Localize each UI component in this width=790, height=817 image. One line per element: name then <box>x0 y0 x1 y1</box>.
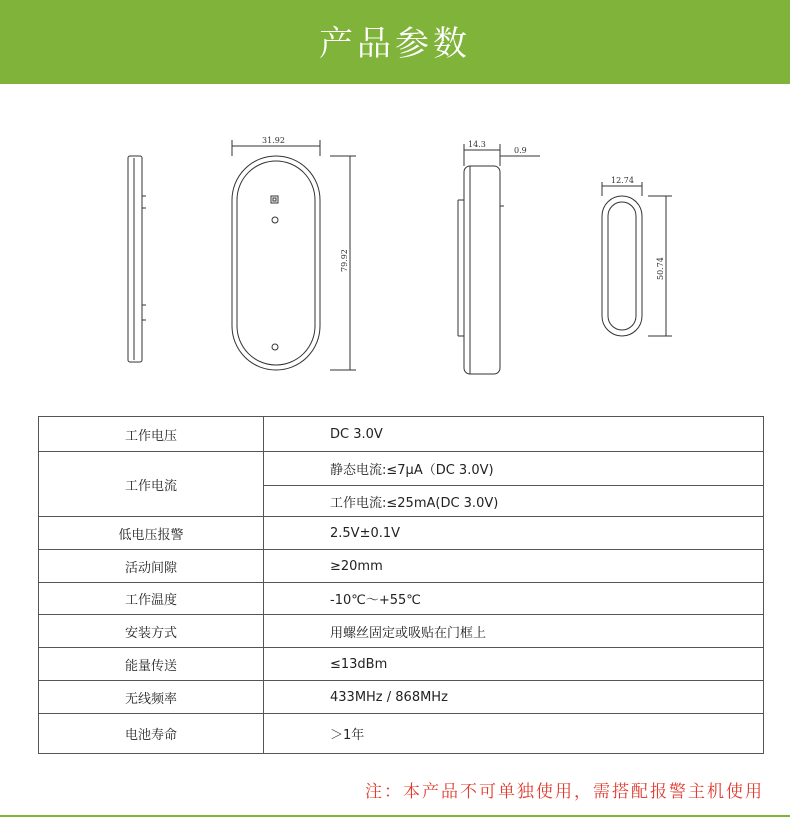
table-row <box>39 681 764 714</box>
spec-value: DC 3.0V <box>264 417 764 452</box>
spec-label: 活动间隙 <box>39 550 264 583</box>
table-row <box>39 517 764 550</box>
spec-value: ≤13dBm <box>264 648 764 681</box>
dim-front-width: 31.92 <box>262 136 285 145</box>
spec-label: 无线频率 <box>39 681 264 714</box>
spec-label: 工作电流 <box>39 452 264 517</box>
spec-value: -10℃～+55℃ <box>264 583 764 615</box>
spec-label: 工作电压 <box>39 417 264 452</box>
dim-side-depth: 14.3 <box>468 140 486 149</box>
dim-side-offset: 0.9 <box>514 146 527 155</box>
spec-label: 安装方式 <box>39 615 264 648</box>
side-view-left <box>128 156 146 362</box>
table-row <box>39 452 764 486</box>
table-row <box>39 550 764 583</box>
front-view <box>232 140 356 370</box>
table-row <box>39 714 764 754</box>
spec-table <box>38 416 764 754</box>
spec-value: 用螺丝固定或吸贴在门框上 <box>264 615 764 648</box>
spec-value: 静态电流:≤7μA（DC 3.0V) <box>264 452 764 486</box>
product-drawings <box>0 100 790 400</box>
spec-value: 433MHz / 868MHz <box>264 681 764 714</box>
spec-value: 工作电流:≤25mA(DC 3.0V) <box>264 486 764 517</box>
dim-front-height: 79.92 <box>340 249 349 272</box>
usage-note: 注：本产品不可单独使用，需搭配报警主机使用 <box>365 782 764 802</box>
spec-label: 能量传送 <box>39 648 264 681</box>
spec-label: 工作温度 <box>39 583 264 615</box>
spec-value: ≥20mm <box>264 550 764 583</box>
page-title: 产品参数 <box>319 24 471 64</box>
spec-label: 低电压报警 <box>39 517 264 550</box>
table-row <box>39 615 764 648</box>
table-row <box>39 417 764 452</box>
spec-label: 电池寿命 <box>39 714 264 754</box>
table-row <box>39 648 764 681</box>
spec-value: 2.5V±0.1V <box>264 517 764 550</box>
dim-inner-height: 50.74 <box>656 257 665 280</box>
side-view-right <box>458 144 540 374</box>
table-row <box>39 583 764 615</box>
spec-value: ＞1年 <box>264 714 764 754</box>
header-banner <box>0 0 790 84</box>
dim-inner-width: 12.74 <box>611 176 634 185</box>
